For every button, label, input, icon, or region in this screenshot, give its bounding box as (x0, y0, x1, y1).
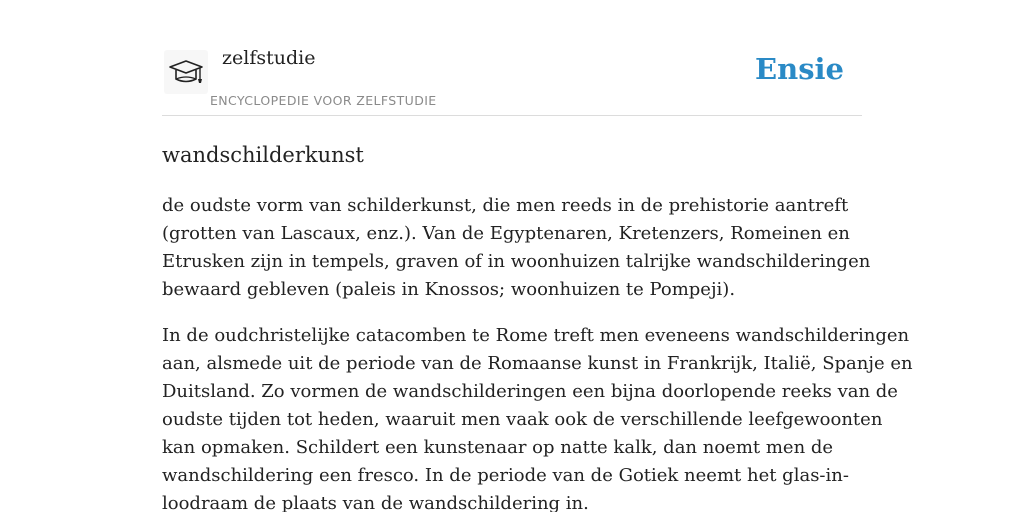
article-body (162, 192, 913, 512)
paragraph-1 (162, 192, 871, 304)
text-line: oudste tijden tot heden, waaruit men vaak ook de verschillende leefgewoonten (162, 409, 883, 430)
ensie-logo-link[interactable]: Ensie (755, 52, 844, 86)
text-line: kan opmaken. Schildert een kunstenaar op natte kalk, dan noemt men de (162, 437, 834, 458)
content-container (162, 0, 913, 512)
text-line: (grotten van Lascaux, enz.). Van de Egyptenaren, Kretenzers, Romeinen en (162, 223, 850, 244)
text-line: loodraam de plaats van de wandschildering in. (162, 493, 589, 512)
brand-subtitle: ENCYCLOPEDIE VOOR ZELFSTUDIE (210, 93, 437, 108)
paragraph-2 (162, 322, 913, 512)
text-line: In de oudchristelijke catacomben te Rome treft men eveneens wandschilderingen (162, 325, 910, 346)
header (162, 0, 862, 116)
text-line: Duitsland. Zo vormen de wandschilderingen een bijna doorlopende reeks van de (162, 381, 898, 402)
brand-logo[interactable] (164, 50, 208, 94)
text-line: de oudste vorm van schilderkunst, die men reeds in de prehistorie aantreft (162, 195, 849, 216)
article-title: wandschilderkunst (162, 143, 364, 167)
text-line: aan, alsmede uit de periode van de Romaanse kunst in Frankrijk, Italië, Spanje en (162, 353, 913, 374)
graduation-cap-icon (164, 50, 208, 94)
text-line: Etrusken zijn in tempels, graven of in woonhuizen talrijke wandschilderingen (162, 251, 871, 272)
brand-name[interactable]: zelfstudie (222, 47, 316, 69)
text-line: wandschildering een fresco. In de periode van de Gotiek neemt het glas-in- (162, 465, 849, 486)
text-line: bewaard gebleven (paleis in Knossos; woonhuizen te Pompeji). (162, 279, 736, 300)
